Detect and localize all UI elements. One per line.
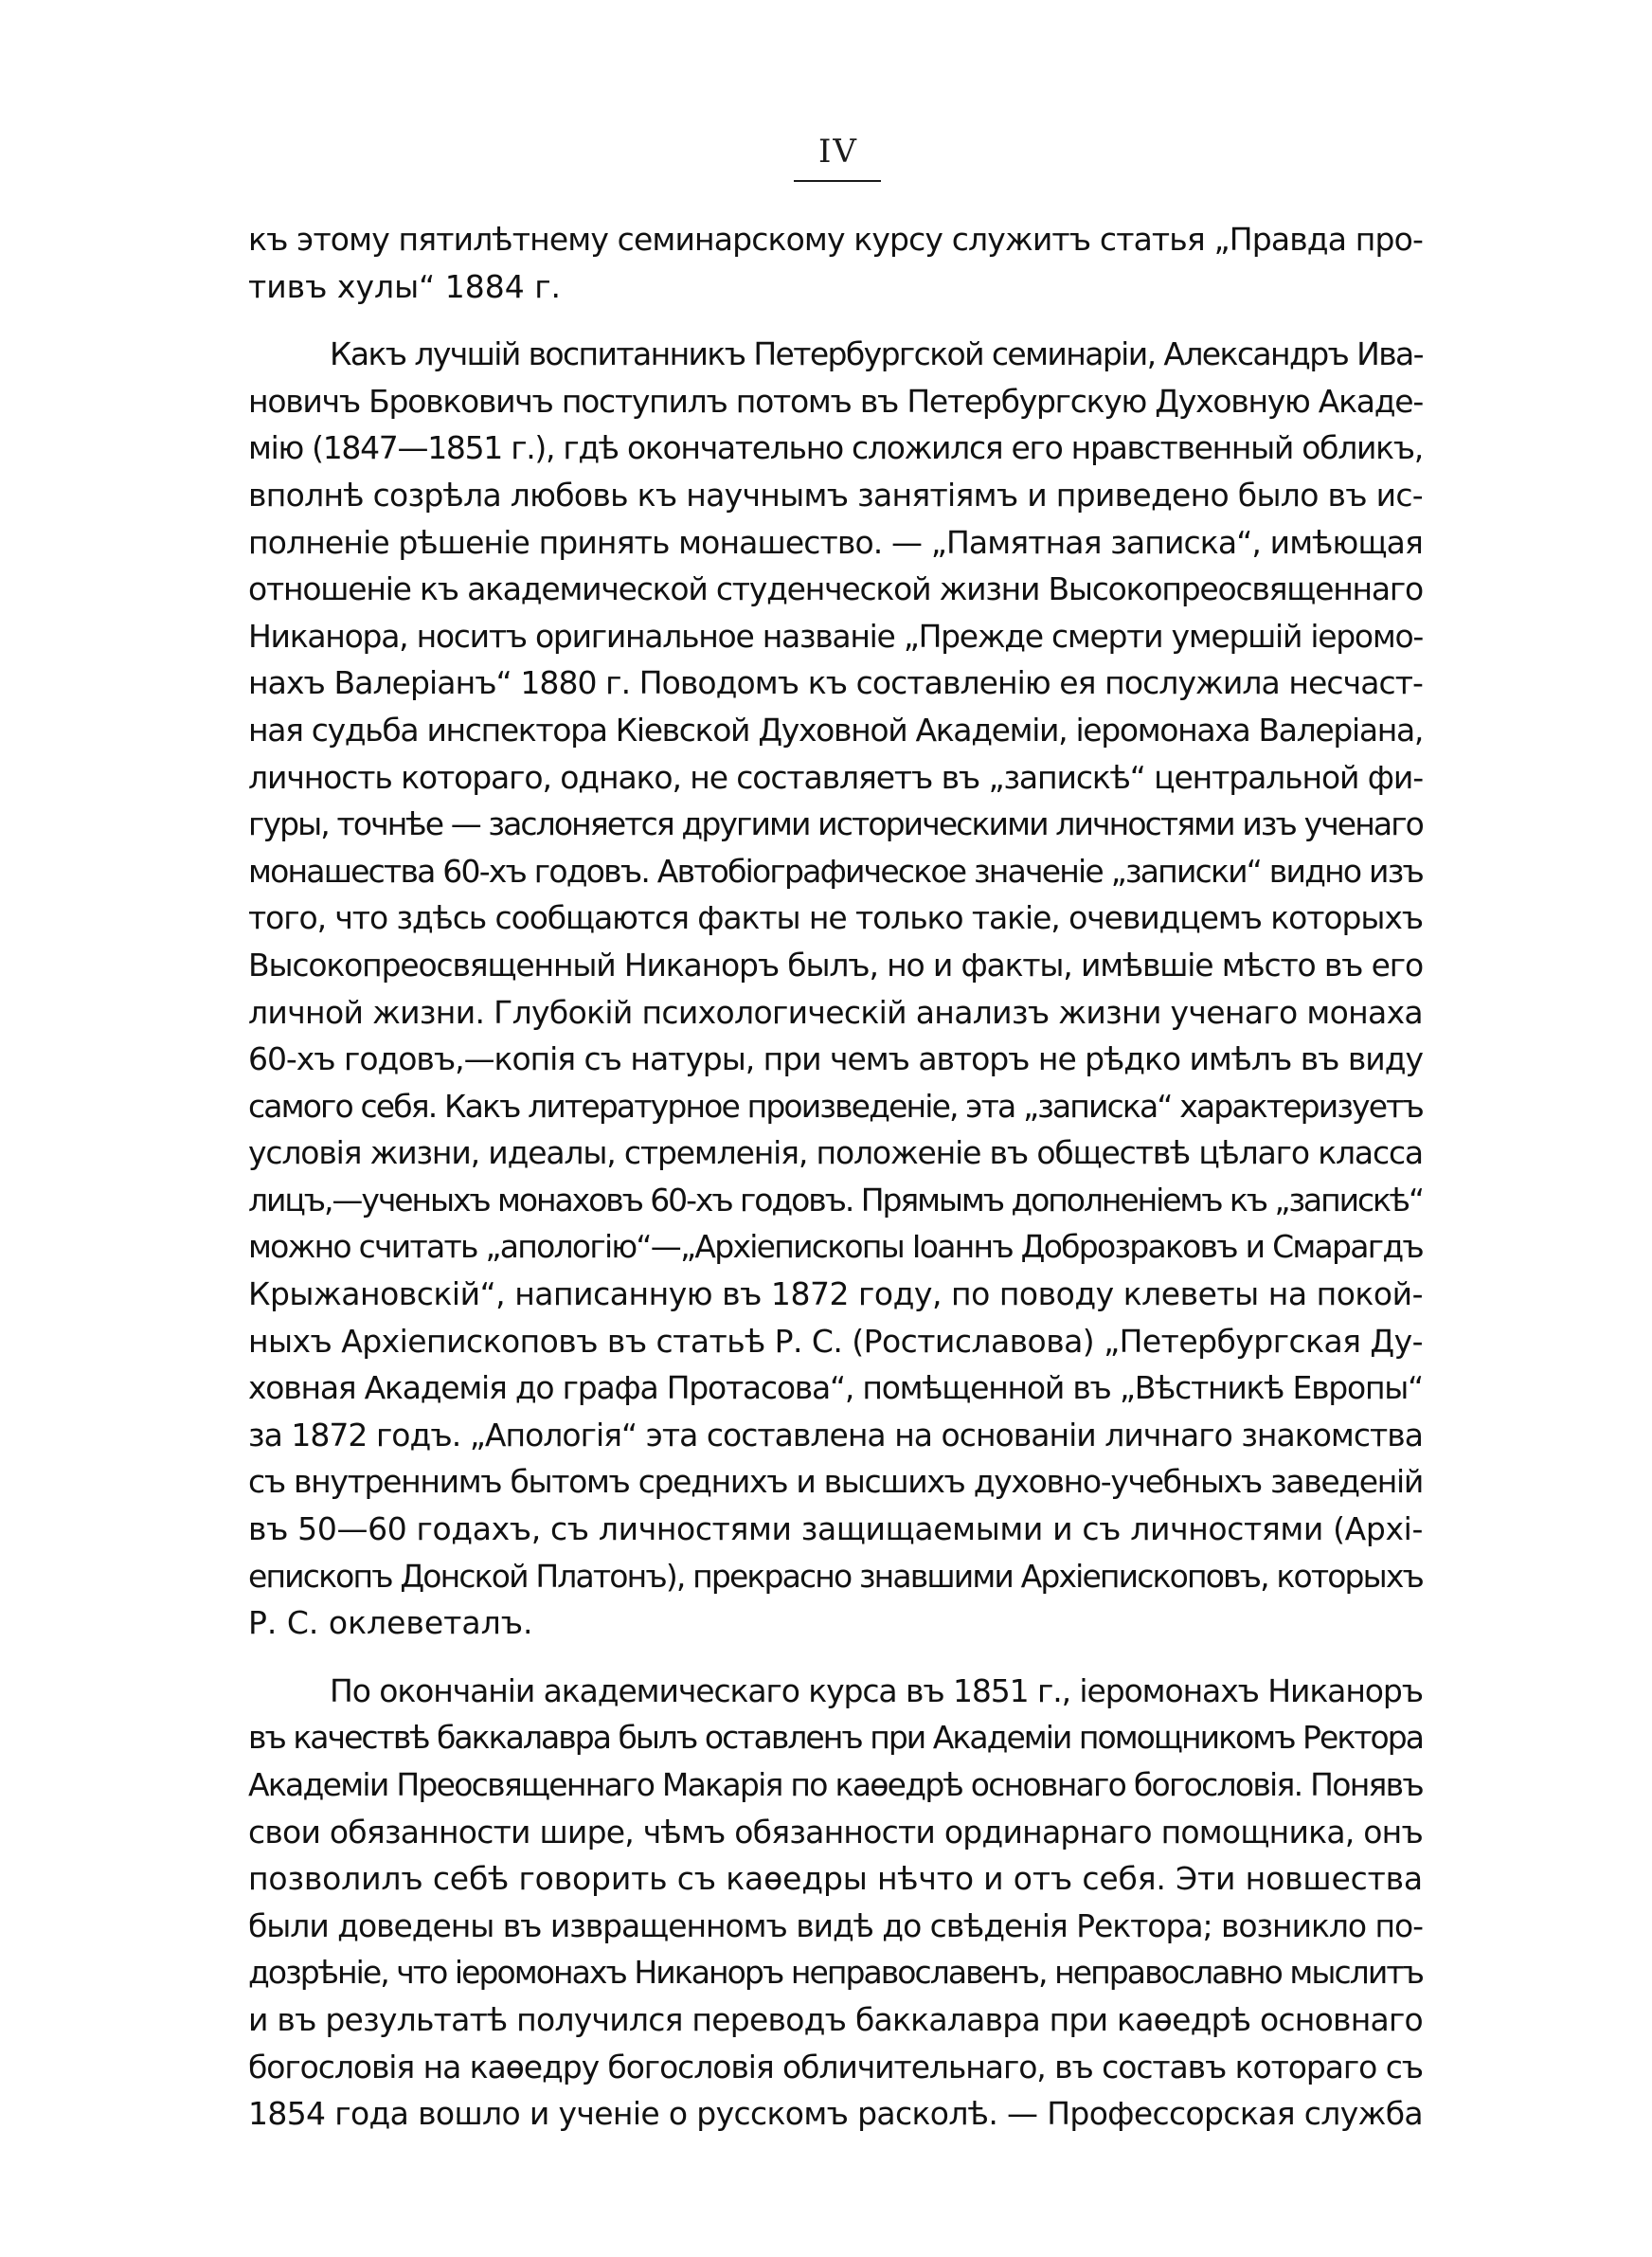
text-line: мію (1847—1851 г.), гдѣ окончательно сложился его нравственный обликъ, — [248, 429, 1423, 467]
text-line: монашества 60-хъ годовъ. Автобіографическое значеніе „записки“ видно изъ — [248, 852, 1423, 890]
text-line: свои обязанности шире, чѣмъ обязанности ординарнаго помощника, онъ — [248, 1813, 1423, 1851]
text-line: условія жизни, идеалы, стремленія, положеніе въ обществѣ цѣлаго класса — [248, 1134, 1424, 1172]
body-text — [248, 216, 1423, 2138]
text-line: съ внутреннимъ бытомъ среднихъ и высшихъ духовно-учебныхъ заведеній — [248, 1463, 1423, 1501]
text-line: епископъ Донской Платонъ), прекрасно знавшими Архіепископовъ, которыхъ — [248, 1557, 1423, 1595]
text-line: Крыжановскій“, написанную въ 1872 году, по поводу клеветы на покой- — [248, 1275, 1423, 1313]
text-line: По окончаніи академическаго курса въ 1851 г., іеромонахъ Никаноръ — [330, 1671, 1423, 1709]
text-line: позволилъ себѣ говорить съ каѳедры нѣчто и отъ себя. Эти новшества — [248, 1860, 1423, 1898]
text-line: нахъ Валеріанъ“ 1880 г. Поводомъ къ составленію ея послужила несчаст- — [248, 664, 1423, 702]
text-line: вполнѣ созрѣла любовь къ научнымъ занятіямъ и приведено было въ ис- — [248, 476, 1423, 514]
page-number: IV — [818, 133, 858, 171]
text-line: въ качествѣ баккалавра былъ оставленъ при Академіи помощникомъ Ректора — [248, 1719, 1423, 1757]
text-line: 60-хъ годовъ,—копія съ натуры, при чемъ авторъ не рѣдко имѣлъ въ виду — [248, 1040, 1423, 1078]
text-line: полненіе рѣшеніе принять монашество. — „Памятная записка“, имѣющая — [248, 523, 1423, 561]
page-number-underline — [794, 180, 881, 182]
text-line: Академіи Преосвященнаго Макарія по каѳедрѣ основнаго богословія. Понявъ — [248, 1766, 1423, 1803]
text-line: личной жизни. Глубокій психологическій анализъ жизни ученаго монаха — [248, 993, 1423, 1031]
paragraph — [248, 1668, 1423, 2138]
text-line: были доведены въ извращенномъ видѣ до свѣденія Ректора; возникло по- — [248, 1906, 1423, 1944]
paragraph — [248, 216, 1423, 310]
text-line: лицъ,—ученыхъ монаховъ 60-хъ годовъ. Прямымъ дополненіемъ къ „запискѣ“ — [248, 1181, 1423, 1219]
text-line: того, что здѣсь сообщаются факты не только такіе, очевидцемъ которыхъ — [248, 899, 1423, 937]
text-line: и въ результатѣ получился переводъ баккалавра при каѳедрѣ основнаго — [248, 2000, 1423, 2038]
text-line: Высокопреосвященный Никаноръ былъ, но и факты, имѣвшіе мѣсто въ его — [248, 946, 1423, 984]
paragraph-gap — [248, 1647, 1423, 1668]
text-line: въ 50—60 годахъ, съ личностями защищаемыми и съ личностями (Архі- — [248, 1510, 1423, 1548]
text-line: 1854 года вошло и ученіе о русскомъ расколѣ. — Профессорская служба — [248, 2095, 1423, 2133]
text-line: Какъ лучшій воспитанникъ Петербургской семинаріи, Александръ Ива- — [330, 335, 1423, 373]
text-line: самого себя. Какъ литературное произведеніе, эта „записка“ характеризуетъ — [248, 1087, 1423, 1125]
text-line: ныхъ Архіепископовъ въ статьѣ Р. С. (Ростиславова) „Петербургская Ду- — [248, 1322, 1423, 1360]
text-line: дозрѣніе, что іеромонахъ Никаноръ неправославенъ, неправославно мыслитъ — [248, 1954, 1423, 1992]
text-line: Р. С. оклеветалъ. — [248, 1604, 533, 1642]
paragraph — [248, 331, 1423, 1647]
text-line: ная судьба инспектора Кіевской Духовной Академіи, іеромонаха Валеріана, — [248, 711, 1423, 749]
paragraph-gap — [248, 310, 1423, 331]
text-line: можно считать „апологію“—„Архіепископы Іоаннъ Доброзраковъ и Смарагдъ — [248, 1228, 1423, 1266]
text-line: богословія на каѳедру богословія обличительнаго, въ составъ котораго съ — [248, 2048, 1423, 2085]
text-line: ховная Академія до графа Протасова“, помѣщенной въ „Вѣстникѣ Европы“ — [248, 1369, 1423, 1407]
text-line: новичъ Бровковичъ поступилъ потомъ въ Петербургскую Духовную Акаде- — [248, 382, 1423, 420]
text-line: гуры, точнѣе — заслоняется другими историческими личностями изъ ученаго — [248, 805, 1423, 843]
text-line: къ этому пятилѣтнему семинарскому курсу служитъ статья „Правда про- — [248, 221, 1423, 258]
text-line: личность котораго, однако, не составляетъ въ „запискѣ“ центральной фи- — [248, 758, 1423, 796]
text-line: тивъ хулы“ 1884 г. — [248, 267, 562, 305]
text-line: за 1872 годъ. „Апологія“ эта составлена на основаніи личнаго знакомства — [248, 1416, 1423, 1454]
text-line: отношеніе къ академической студенческой жизни Высокопреосвященнаго — [248, 570, 1424, 608]
text-line: Никанора, носитъ оригинальное названіе „Прежде смерти умершій іеромо- — [248, 617, 1423, 655]
